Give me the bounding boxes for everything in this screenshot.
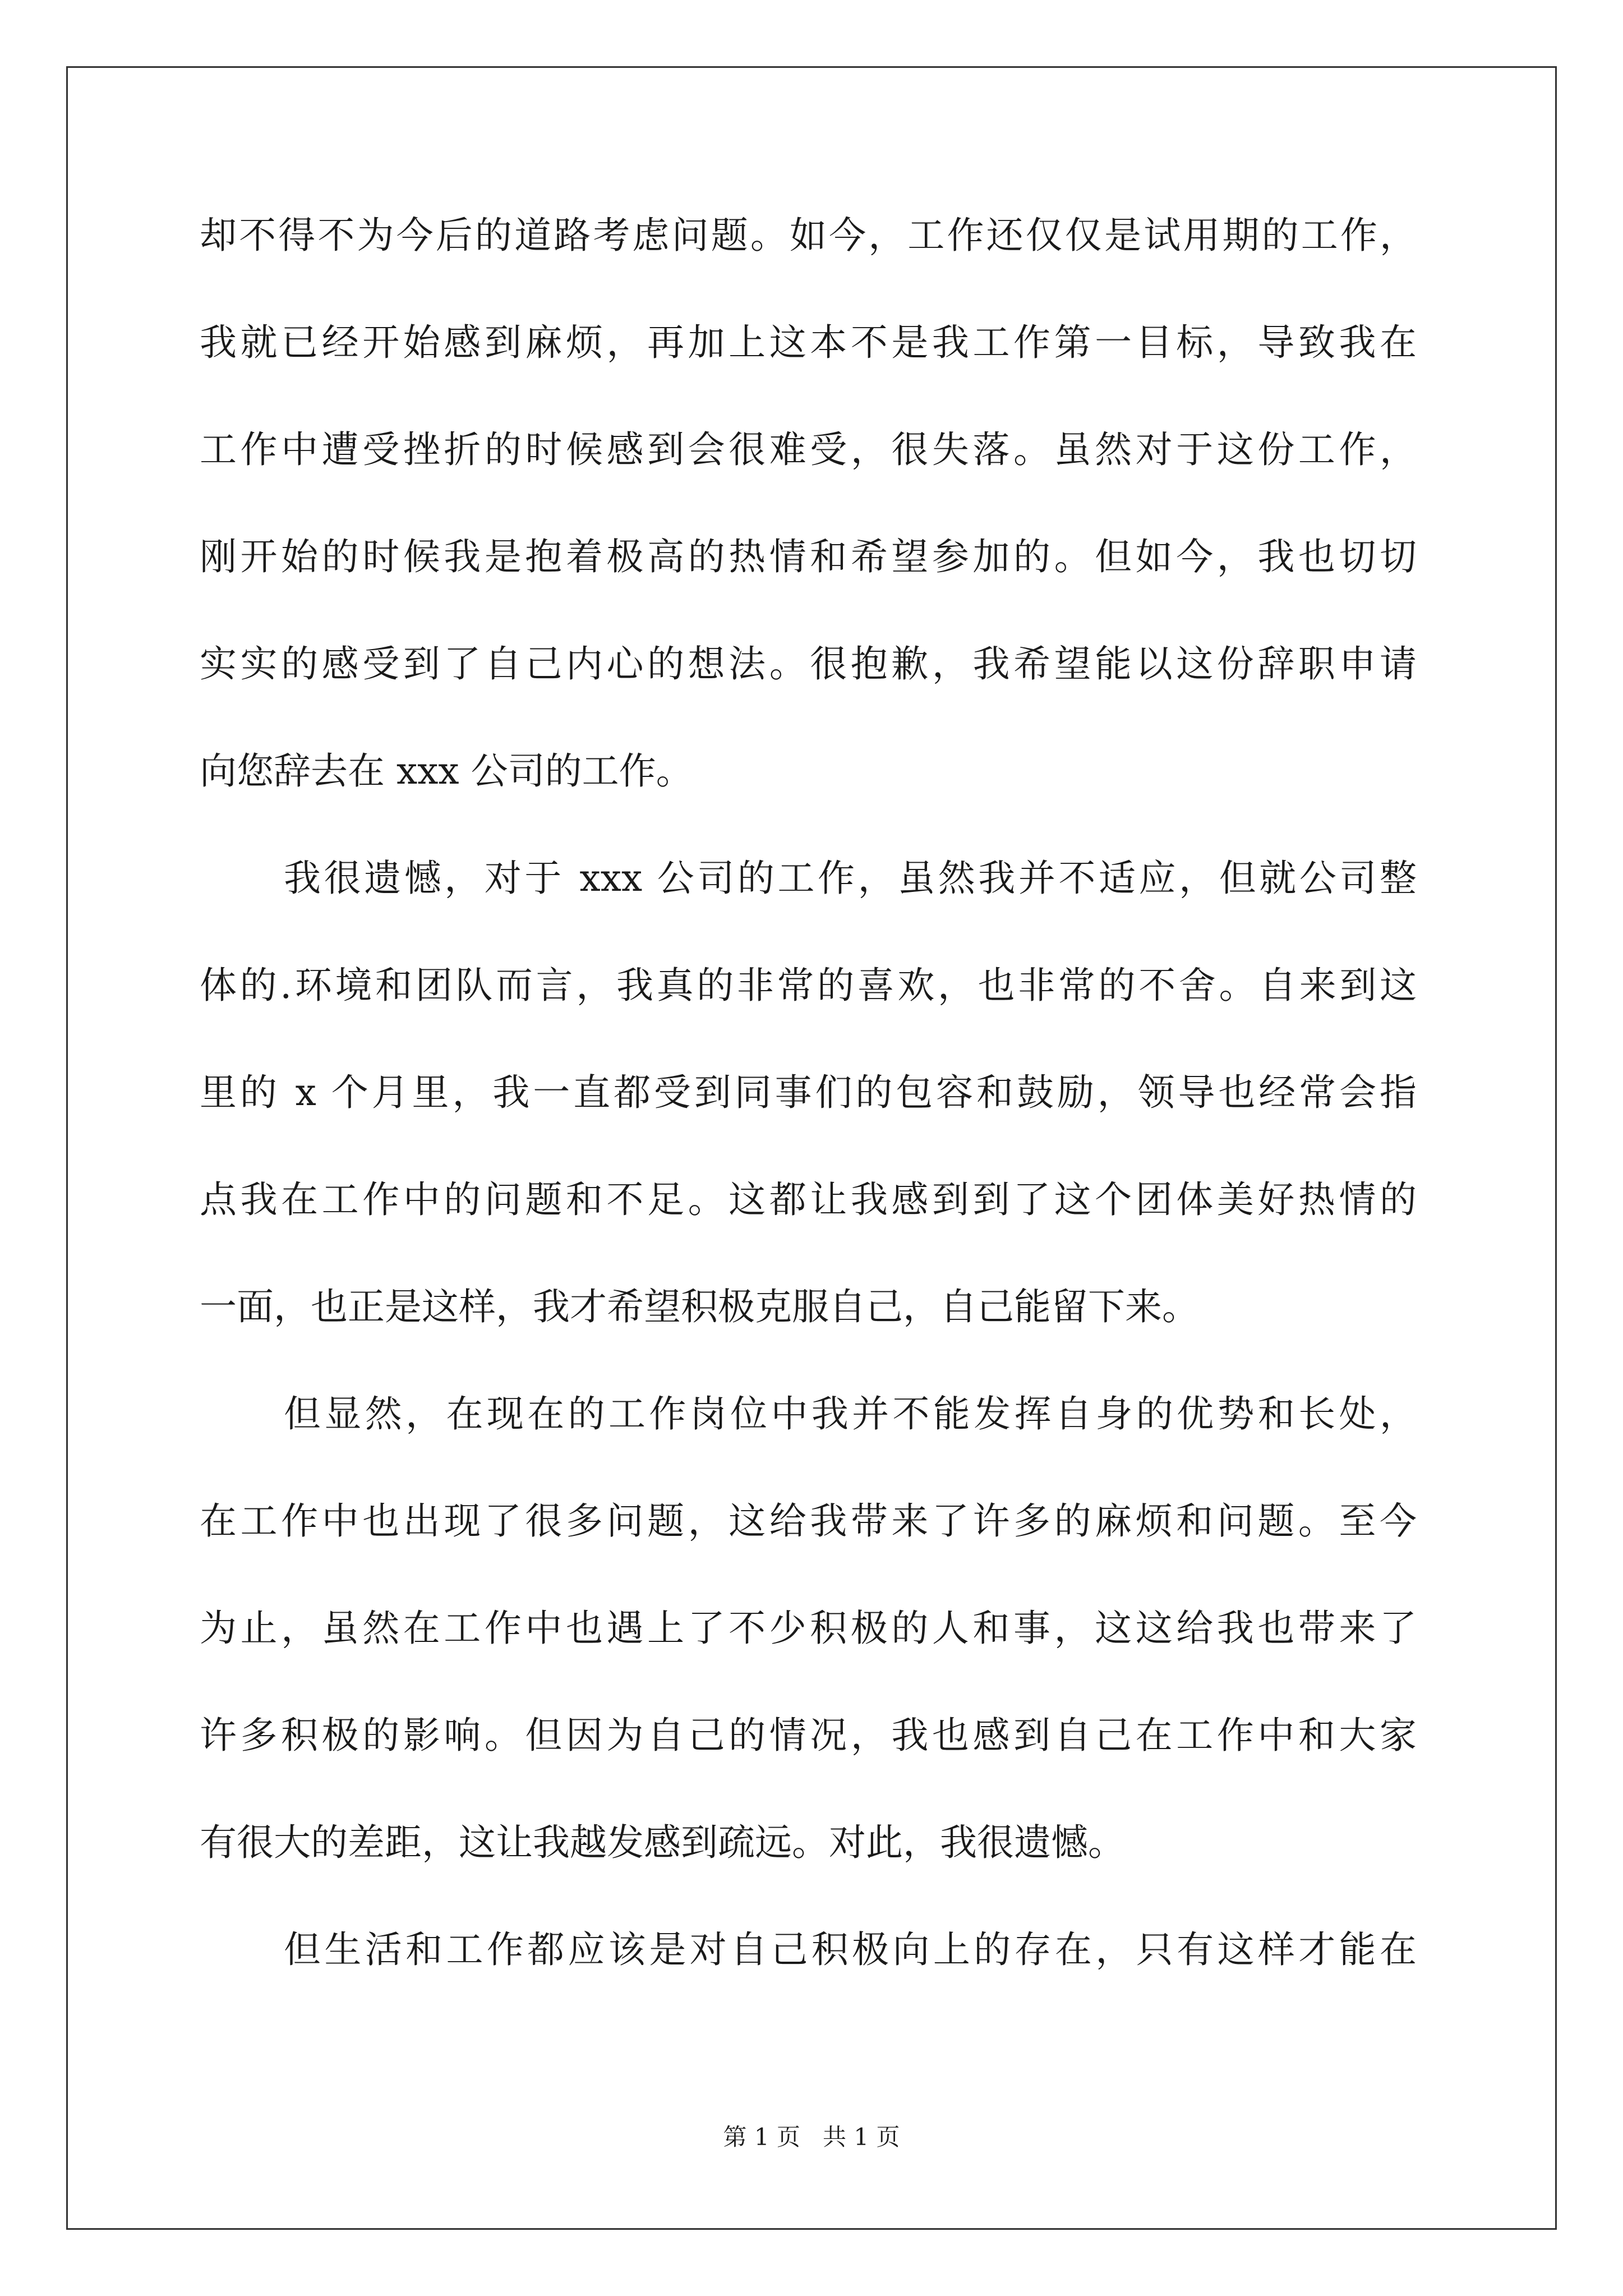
- text-line: 向您辞去在 xxx 公司的工作。: [200, 749, 693, 793]
- text-line: 里的 x 个月里，我一直都受到同事们的包容和鼓励，领导也经常会指: [200, 1071, 1417, 1114]
- text-line: 在工作中也出现了很多问题，这给我带来了许多的麻烦和问题。至今: [200, 1499, 1417, 1543]
- paragraph-first-line: 但生活和工作都应该是对自己积极向上的存在，只有这样才能在: [284, 1928, 1417, 1971]
- text-line: 为止，虽然在工作中也遇上了不少积极的人和事，这这给我也带来了: [200, 1607, 1417, 1650]
- text-line: 却不得不为今后的道路考虑问题。如今，工作还仅仅是试用期的工作，: [200, 214, 1417, 257]
- text-line: 我就已经开始感到麻烦，再加上这本不是我工作第一目标，导致我在: [200, 321, 1417, 364]
- text-line: 体的.环境和团队而言，我真的非常的喜欢，也非常的不舍。自来到这: [200, 964, 1417, 1007]
- text-line: 一面，也正是这样，我才希望积极克服自己，自己能留下来。: [200, 1285, 1199, 1328]
- paragraph-first-line: 我很遗憾，对于 xxx 公司的工作，虽然我并不适应，但就公司整: [284, 857, 1417, 900]
- text-line: 刚开始的时候我是抱着极高的热情和希望参加的。但如今，我也切切: [200, 535, 1417, 578]
- page-border: [66, 66, 1557, 2230]
- text-line: 实实的感受到了自己内心的想法。很抱歉，我希望能以这份辞职申请: [200, 642, 1417, 685]
- text-line: 点我在工作中的问题和不足。这都让我感到到了这个团体美好热情的: [200, 1178, 1417, 1221]
- page-number-footer: 第 1 页 共 1 页: [723, 2123, 900, 2151]
- text-line: 许多积极的影响。但因为自己的情况，我也感到自己在工作中和大家: [200, 1714, 1417, 1757]
- paragraph-first-line: 但显然，在现在的工作岗位中我并不能发挥自身的优势和长处，: [284, 1392, 1417, 1435]
- text-line: 有很大的差距，这让我越发感到疏远。对此，我很遗憾。: [200, 1821, 1125, 1864]
- text-line: 工作中遭受挫折的时候感到会很难受，很失落。虽然对于这份工作，: [200, 428, 1417, 471]
